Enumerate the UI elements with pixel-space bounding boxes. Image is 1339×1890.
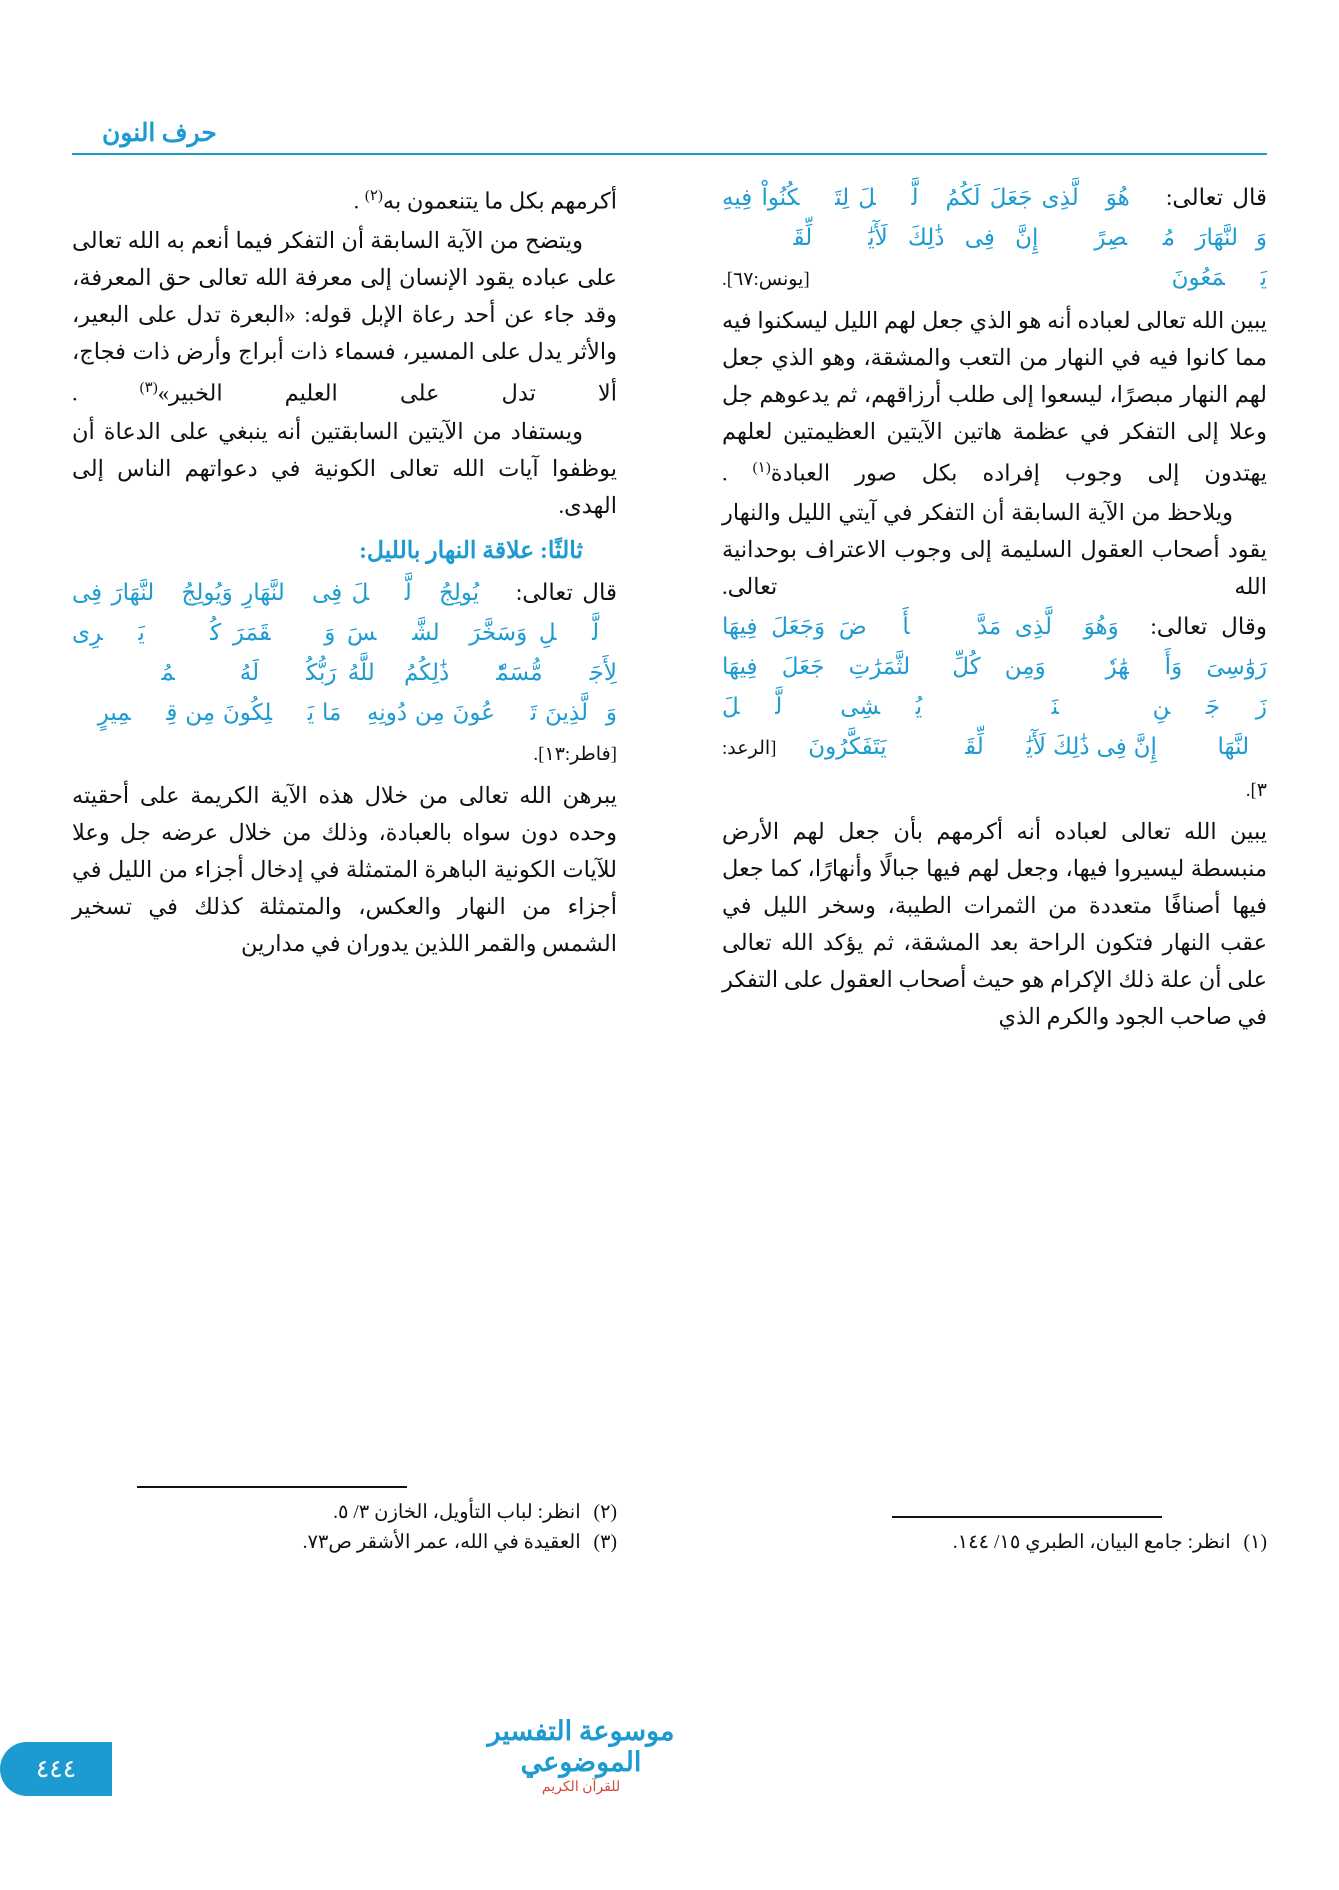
text-columns — [72, 178, 1267, 1558]
column-left — [72, 178, 617, 1558]
quran-quote-3 — [72, 573, 617, 775]
paragraph-r1 — [722, 302, 1267, 492]
quran-text-1: ﴿ هُوَ ٱلَّذِى جَعَلَ لَكُمُ ٱلَّيۡلَ لِتَسۡكُنُواْ فِيهِ وَٱلنَّهَارَ مُبۡصِرًاۚ إِنَّ فِى ذَٰلِكَ لَأٓيَٰتٖ لِّقَوۡمٖ يَسۡمَعُونَ ﴾ — [722, 185, 1267, 290]
header-title: حرف النون — [102, 120, 217, 147]
paragraph-l0-tail: . — [353, 188, 365, 214]
page-header — [72, 118, 1267, 148]
quran-quote-1 — [722, 178, 1267, 300]
footnote-marker-1: (١) — [752, 460, 771, 476]
paragraph-l1-tail: . — [72, 380, 140, 405]
column-right — [722, 178, 1267, 1558]
footnote-text: انظر: لباب التأويل، الخازن ٣/ ٥. — [333, 1502, 581, 1523]
logo-title: موسوعة التفسير الموضوعي — [487, 1715, 675, 1777]
paragraph-r3 — [722, 813, 1267, 1035]
publisher-logo — [451, 1716, 711, 1796]
logo-subtitle: للقرآن الكريم — [541, 1779, 621, 1795]
quran-ref-1: [يونس:٦٧]. — [722, 269, 810, 290]
paragraph-l2 — [72, 413, 617, 524]
paragraph-l3 — [72, 777, 617, 962]
paragraph-l0-text: أكرمهم بكل ما يتنعمون به — [382, 188, 617, 214]
quran-lead-3: قال تعالى: — [515, 580, 618, 605]
quran-quote-2 — [722, 607, 1267, 811]
paragraph-l1 — [72, 222, 617, 412]
paragraph-r3-text: يبين الله تعالى لعباده أنه أكرمهم بأن جعل لهم الأرض منبسطة ليسيروا فيها، وجعل لهم فيها جبالًا وأنهارًا، كما جعل فيها أصنافًا متعددة من الثمرات الطيبة، وسخر الليل في عقب النهار فتكون الراحة بعد المشقة، ثم يؤكد الله تعالى على أن علة ذلك الإكرام هو حيث أصحاب العقول على التفكر في صاحب الجود والكرم الذي — [722, 818, 1267, 1029]
footnote-number: (٢) — [593, 1502, 617, 1523]
page-number: ٤٤٤ — [0, 1742, 112, 1796]
footnote-item — [722, 1528, 1267, 1558]
header-divider — [72, 153, 1267, 155]
paragraph-l3-text: يبرهن الله تعالى من خلال هذه الآية الكريمة على أحقيته وحده دون سواه بالعبادة، وذلك من خلال عرضه جل وعلا للآيات الكونية الباهرة المتمثلة في إدخال أجزاء من الليل في أجزاء من النهار والعكس، والمتمثلة كذلك في تسخير الشمس والقمر اللذين يدوران في مدارين — [72, 783, 617, 956]
footnote-number: (١) — [1243, 1532, 1267, 1553]
footnote-text: انظر: جامع البيان، الطبري ١٥/ ١٤٤. — [952, 1532, 1231, 1553]
footnote-item — [72, 1498, 617, 1528]
paragraph-l2-text: ويستفاد من الآيتين السابقتين أنه ينبغي على الدعاة أن يوظفوا آيات الله تعالى الكونية في دعواتهم الناس إلى الهدى. — [72, 419, 617, 518]
quran-text-2: ﴿وَهُوَ ٱلَّذِى مَدَّ ٱلۡأَرۡضَ وَجَعَلَ فِيهَا رَوَٰسِىَ وَأَنۡهَٰرٗاۖ وَمِن كُلِّ ٱلثَّمَرَٰتِ جَعَلَ فِيهَا زَوۡجَيۡنِ ٱثۡنَيۡنِۖ يُغۡشِى ٱلَّيۡلَ ٱلنَّهَارَۚ إِنَّ فِى ذَٰلِكَ لَأٓيَٰتٖ لِّقَوۡمٖ يَتَفَكَّرُونَ ﴾ — [722, 613, 1267, 759]
footnote-marker-3: (٣) — [139, 379, 158, 396]
footnote-divider-right — [892, 1516, 1162, 1518]
quran-ref-2: [الرعد: ٣]. — [722, 737, 1267, 801]
paragraph-l0 — [72, 178, 617, 220]
quran-text-3: ﴿ يُولِجُ ٱلَّيۡلَ فِى ٱلنَّهَارِ وَيُولِجُ ٱلنَّهَارَ فِى ٱلَّيۡلِ وَسَخَّرَ ٱلشَّمۡسَ وَٱلۡقَمَرَ كُلّٞ يَجۡرِى لِأَجَلٖ مُّسَمّٗىۚ ذَٰلِكُمُ ٱللَّهُ رَبُّكُمۡ لَهُ ٱلۡمُلۡكُۚ وَٱلَّذِينَ تَدۡعُونَ مِن دُونِهِۦ مَا يَمۡلِكُونَ مِن قِطۡمِيرٍ ﴾ — [72, 580, 617, 725]
quran-lead-1: قال تعالى: — [1166, 185, 1267, 210]
quran-ref-3: [فاطر:١٣]. — [533, 744, 617, 765]
footnote-number: (٣) — [593, 1532, 617, 1553]
footnote-marker-2: (٢) — [364, 188, 383, 204]
footnotes-left — [72, 1486, 617, 1558]
paragraph-l1-text: ويتضح من الآية السابقة أن التفكر فيما أنعم به الله تعالى على عباده يقود الإنسان إلى معرفة الله تعالى حق المعرفة، وقد جاء عن أحد رعاة الإبل قوله: «البعرة تدل على البعير، والأثر يدل على المسير، فسماء ذات أبراج وأرض ذات فجاج، ألا تدل على العليم الخبير» — [72, 227, 617, 405]
paragraph-r1-text: يبين الله تعالى لعباده أنه هو الذي جعل لهم الليل ليسكنوا فيه مما كانوا فيه في النهار من التعب والمشقة، وهو الذي جعل لهم النهار مبصرًا، ليسعوا إلى طلب أرزاقهم، ثم يدعوهم جل وعلا إلى التفكر في عظمة هاتين الآيتين العظيمتين لعلهم يهتدون إلى وجوب إفراده بكل صور العبادة — [722, 308, 1268, 486]
section-subheading: ثالثًا: علاقة النهار بالليل: — [359, 538, 583, 564]
footnote-item — [72, 1528, 617, 1558]
paragraph-r1-tail: . — [722, 460, 753, 486]
footnotes-right — [722, 1516, 1267, 1558]
quran-lead-2: وقال تعالى: — [1150, 613, 1267, 639]
paragraph-r2-text: ويلاحظ من الآية السابقة أن التفكر في آيتي الليل والنهار يقود أصحاب العقول السليمة إلى وجوب الاعتراف بوحدانية الله تعالى. — [722, 499, 1267, 599]
page-footer — [0, 1708, 1339, 1818]
footnote-text: العقيدة في الله، عمر الأشقر ص٧٣. — [302, 1532, 581, 1553]
paragraph-r2 — [722, 494, 1267, 605]
footnote-divider-left — [137, 1486, 407, 1488]
